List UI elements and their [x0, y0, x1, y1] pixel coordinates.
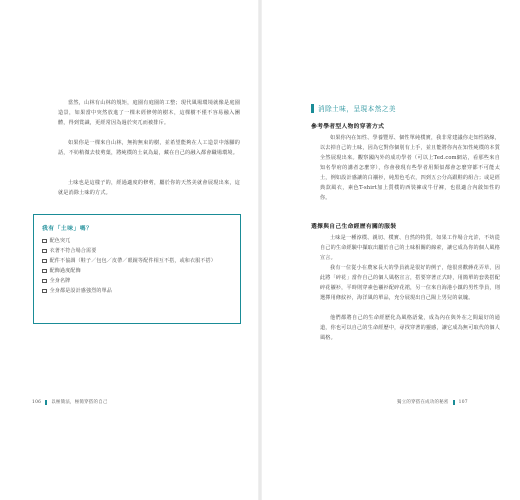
- checklist-item-label: 全身名牌: [49, 278, 71, 284]
- checklist-box: [33, 214, 241, 324]
- checklist-item-label: 配色突兀: [49, 238, 71, 244]
- footer-mark-icon: [45, 400, 47, 405]
- checklist-item-label: 全身都是設計感強烈的單品: [49, 288, 112, 294]
- checkbox-icon: [42, 249, 47, 254]
- page-number-right: 107: [458, 399, 468, 405]
- subsection-heading-2: 選擇與自己生命經歷有關的服裝: [311, 224, 397, 230]
- title-bar-icon: [311, 104, 314, 113]
- left-paragraph-2: 如果你是一棵來自山林，無拘無束的樹，並希望能夠在人工造景中落腳的話，不妨稍微去枝剪葉，將純樸的土氣為最，藏在自己的融入都會職場環境。: [58, 140, 240, 156]
- checklist-item-label: 配飾過度配飾: [49, 268, 81, 274]
- checklist-item: [42, 246, 232, 256]
- checkbox-icon: [42, 279, 47, 284]
- right-footer: [397, 399, 468, 405]
- checklist-item: [42, 286, 232, 296]
- book-title: 以極簡法，極簡穿搭的自己: [51, 400, 108, 405]
- checklist-item-label: 配件不協調（鞋子／包包／皮帶／眼鏡等配件相互不搭，或和衣服不搭）: [49, 258, 216, 264]
- left-paragraph-1: 當然，山林有山林的規矩，庭園有庭園的工整；現代風場環境就像是庭園造景，如果當中突然放進了一棵未經修剪的樹木，這棵樹不僅不容易融入團體，得到賞識，更經常因為過於突兀而被排斥。: [58, 100, 240, 126]
- checklist-title: 我有「土味」嗎？: [42, 226, 93, 232]
- checklist-item: [42, 256, 232, 266]
- subsection-heading-1: 參考學者型人物的穿著方式: [311, 124, 385, 130]
- book-gutter: [258, 0, 262, 500]
- checklist-item-label: 衣著不符合場合需要: [49, 248, 97, 254]
- checklist-item: [42, 266, 232, 276]
- right-paragraph-1: 如果你內在知性、學養豐厚、個性單純樸實，我非常建議你走知性路線，以去掉自己的土味，因為它對你個別有上手，並且能將你內在知性純樸的本質全然展現出來。觀察國內外的成功學者（可以上Ted.com網站，看那些來自知名學府的講者怎麼穿），你會發現有些學者用類似都會怎麼穿都不可能太土，例如設計感讓的白襯衫，純黑色毛衣，四到五公分高跟鞋的組合；或是經典款風衣，素色T-shirt加上質樸的西裝褲或牛仔褲，也很適合內斂知性的你。: [320, 135, 500, 201]
- checkbox-icon: [42, 269, 47, 274]
- checkbox-icon: [42, 289, 47, 294]
- section-title: [311, 103, 396, 113]
- left-paragraph-3: 土味也是這樣子的，經過適度的修剪，屬於你的天然美就會展現出來，這就是消除土味的方式。: [58, 180, 240, 196]
- left-footer: [32, 399, 108, 405]
- checkbox-icon: [42, 259, 47, 264]
- checklist-item: [42, 276, 232, 286]
- footer-mark-icon: [453, 400, 455, 405]
- section-title-text: 消除土味，呈現本然之美: [318, 105, 397, 113]
- checklist-item: [42, 236, 232, 246]
- right-paragraph-2: 土味是一種淳樸、親切、樸實、自然的特質，如果工作場合允許，不妨從自己的生命經驗中擷取出屬於自己的土味相關的線索，讓它成為你的個人風格宣言。: [320, 235, 500, 261]
- running-head: 獨立的穿搭在成功的秘密: [397, 400, 449, 405]
- right-paragraph-4: 他們都將自己的生命經歷化為風格語彙，成為內在與外在之間最好的通道，你也可以自己的生命經歷中，尋找穿著的靈感，讓它成為無可取代的個人風格。: [320, 315, 500, 341]
- right-paragraph-3: 我有一位從小在農家長大的學員就是很好的例子，他很喜歡蔣花弄草，因此將「碎花」當作自己的個人風格宣言，搭要穿著正式時，用簡單的套裝搭配碎花襯衫，平時則穿素色襯衫配碎花裙，另一位來自海港小鎮的男性學員，則選擇用條紋衫，海洋風的單品，充分展現出自己陽上男兒的氣魄。: [320, 265, 500, 301]
- page-number-left: 106: [32, 399, 42, 405]
- checkbox-icon: [42, 239, 47, 244]
